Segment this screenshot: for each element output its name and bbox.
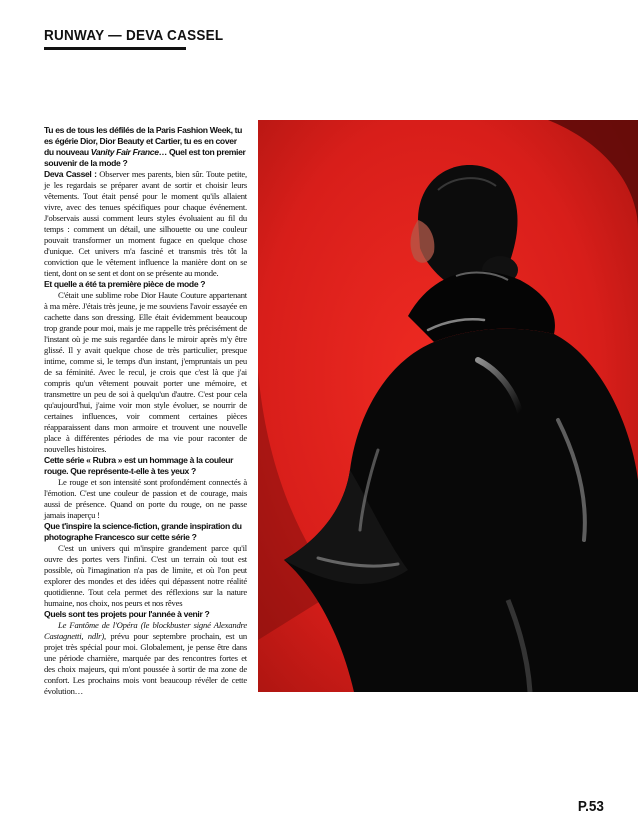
question-5: Quels sont tes projets pour l'année à venir ?	[44, 609, 210, 619]
section-title: RUNWAY — DEVA CASSEL	[44, 27, 224, 44]
question-3: Cette série « Rubra » est un hommage à la couleur rouge. Que représente-t-elle à tes yeux ?	[44, 455, 234, 476]
question-4: Que t'inspire la science-fiction, grande inspiration du photographe Francesco sur cette série ?	[44, 521, 242, 542]
page-number: P.53	[577, 798, 604, 815]
question-1-part-2: … Quel est ton premier souvenir de la mode ?	[44, 147, 246, 168]
magazine-name: Vanity Fair France	[90, 147, 159, 157]
fashion-photo	[258, 120, 638, 692]
section-header	[44, 27, 224, 50]
question-1-part-1: Tu es de tous les défilés de la Paris Fashion Week, tu es égérie Dior, Dior Beauty et Cartier, tu es en cover du nouveau	[44, 125, 243, 157]
question-1	[44, 125, 247, 169]
speaker-name: Deva Cassel :	[44, 169, 97, 179]
answer-1	[44, 169, 247, 279]
answer-3: Le rouge et son intensité sont profondément connectés à l'émotion. C'est une couleur de passion et de courage, mais aussi de présence. Quand on porte du rouge, on ne passe jamais inaperçu !	[44, 477, 247, 520]
answer-5	[44, 620, 247, 697]
answer-5-text: , prévu pour septembre prochain, est un projet très spécial pour moi. Globalement, je pense être dans une période charnière, marquée par des rencontres fortes et des choix majeurs, qui m'ont poussée à sortir de ma zone de confort. Les prochains mois vont beaucoup révéler de cette évolution…	[44, 631, 247, 696]
film-title: Le Fantôme de l'Opéra (le blockbuster signé Alexandre Castagnetti, ndlr)	[44, 620, 247, 641]
fashion-photo-illustration	[258, 120, 638, 692]
question-2: Et quelle a été ta première pièce de mode ?	[44, 279, 206, 289]
answer-4: C'est un univers qui m'inspire grandement parce qu'il ouvre des portes vers l'infini. C'est un terrain où tout est possible, où l'imagination n'a pas de limite, et où l'on peut explorer des mondes et des idées qui dépassent notre réalité quotidienne. Tout cela permet des réflexions sur la nature humaine, nos choix, nos peurs et nos rêves	[44, 543, 247, 608]
interview-column	[44, 125, 247, 697]
header-rule	[44, 47, 186, 50]
answer-1-text: Observer mes parents, bien sûr. Toute petite, je les regardais se préparer avant de sortir et choisir leurs vêtements. Tout était pensé pour le moment qu'ils allaient vivre, avec des tenues spécifiques pour chaque événement. J'observais aussi comment leurs styles évoluaient au fil du temps : comment un détail, une silhouette ou une couleur pouvait transformer un moment fugace en quelque chose d'unique. Cet univers m'a fasciné et transmis très tôt la conviction que le vêtement influence la manière dont on se tient, dont on se sent et dont on se présente au monde.	[44, 169, 247, 278]
answer-2: C'était une sublime robe Dior Haute Couture appartenant à ma mère. J'étais très jeune, je me souviens l'avoir essayée en cachette dans son dressing. Elle était évidemment beaucoup trop grande pour moi, mais je me rappelle très précisément de l'instant où je me suis regardée dans le miroir après m'y être glissé. Il y avait quelque chose de très particulier, presque intime, comme si, le temps d'un instant, j'empruntais un peu de sa féminité. Avec le recul, je crois que c'est là que j'ai compris qu'un vêtement pouvait porter une mémoire, et transmettre un peu de soi à quelqu'un d'autre. C'est pour cela qu'aujourd'hui, j'aime voir mon style évoluer, se nourrir de certaines influences, voir comment certaines pièces réapparaissent dans mon armoire et trouvent une nouvelle place à différentes périodes de ma vie pour raconter de nouvelles histoires.	[44, 290, 247, 454]
